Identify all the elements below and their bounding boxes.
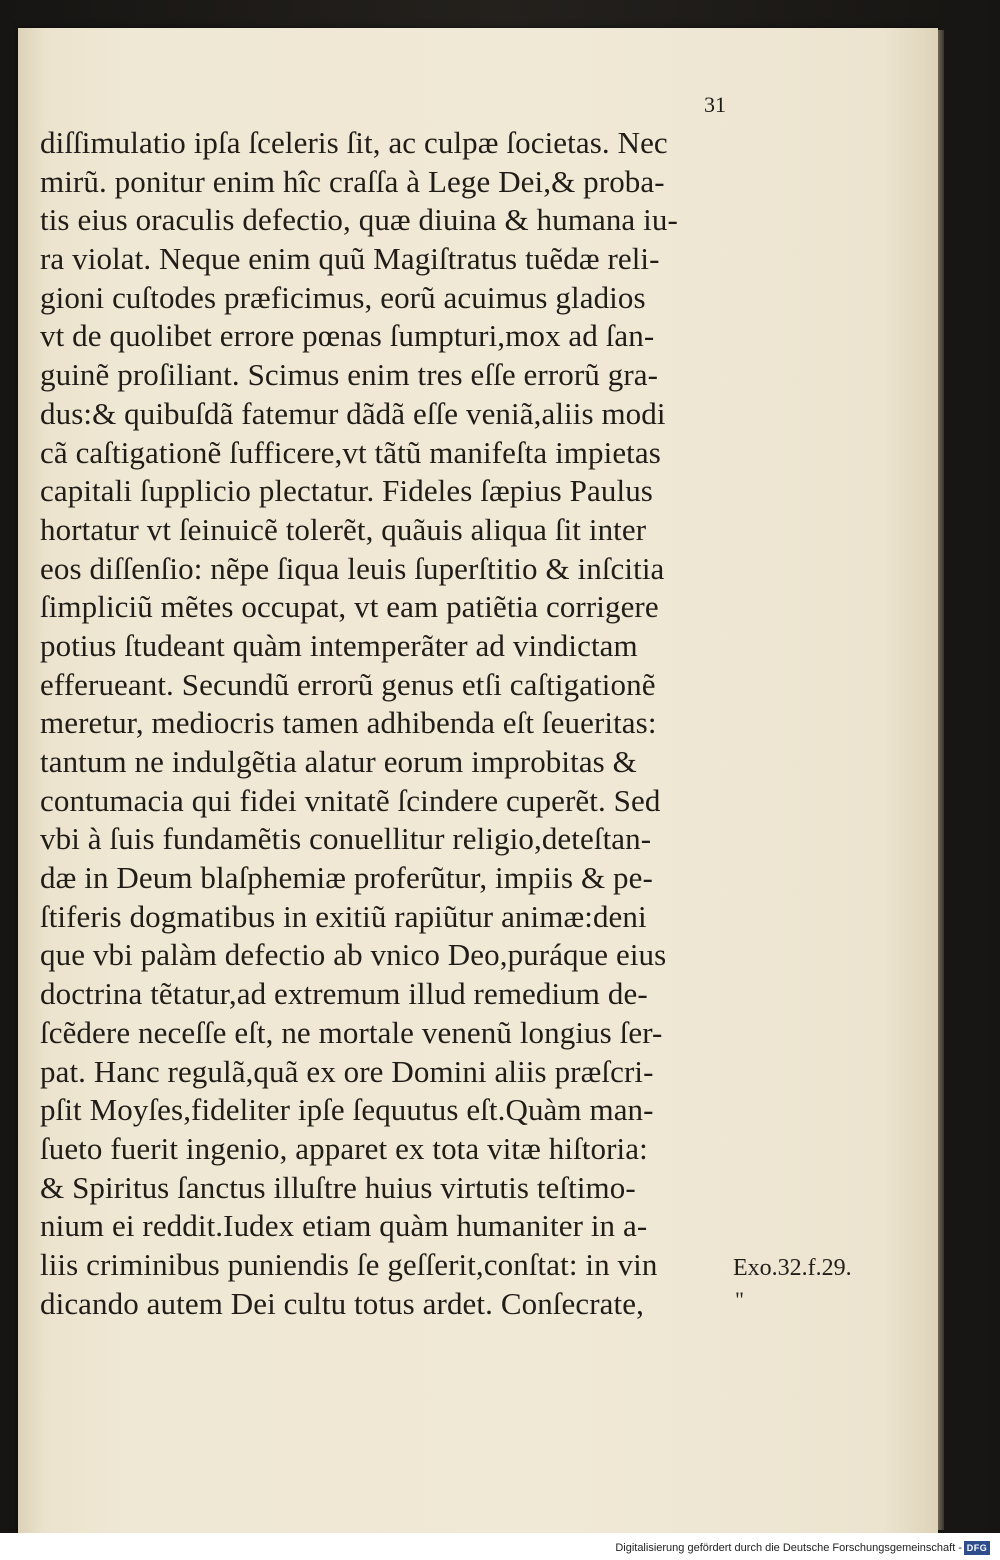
text-line: gioni cuſtodes præficimus, eorũ acuimus gladios (40, 279, 646, 315)
dfg-logo-icon: DFG (964, 1541, 990, 1555)
text-line: ra violat. Neque enim quũ Magiſtratus tuẽdæ reli- (40, 241, 660, 277)
text-line: potius ſtudeant quàm intemperãter ad vindictam (40, 627, 638, 663)
text-line: meretur, mediocris tamen adhibenda eſt ſeueritas: (40, 705, 657, 741)
text-line: diſſimulatio ipſa ſceleris ſit, ac culpæ ſocietas. Nec (40, 125, 668, 160)
marginal-mark: " (735, 1287, 744, 1312)
text-line: dæ in Deum blaſphemiæ proferũtur, impiis & pe- (40, 860, 653, 896)
text-line: cã caſtigationẽ ſufficere,vt tãtũ manifeſta impietas (40, 434, 661, 470)
text-line: guinẽ proſiliant. Scimus enim tres eſſe errorũ gra- (40, 357, 659, 393)
body-text (40, 124, 740, 1323)
text-line: vbi à ſuis fundamẽtis conuellitur religio,deteſtan- (40, 821, 652, 857)
text-line: mirũ. ponitur enim hîc craſſa à Lege Dei,& proba- (40, 163, 665, 199)
footer-credit: Digitalisierung gefördert durch die Deutsche Forschungsgemeinschaft - (615, 1542, 962, 1554)
marginal-reference: Exo.32.f.29. (733, 1255, 852, 1281)
text-line: capitali ſupplicio plectatur. Fideles ſæpius Paulus (40, 473, 653, 509)
text-line: hortatur vt ſeinuicẽ tolerẽt, quãuis aliqua ſit inter (40, 511, 647, 547)
text-line: efferueant. Secundũ errorũ genus etſi caſtigationẽ (40, 666, 656, 702)
text-line: tis eius oraculis defectio, quæ diuina & humana iu- (40, 202, 678, 238)
text-line: que vbi palàm defectio ab vnico Deo,puráque eius (40, 937, 667, 973)
text-line: tantum ne indulgẽtia alatur eorum improbitas & (40, 744, 637, 779)
text-line: doctrina tẽtatur,ad extremum illud remedium de- (40, 976, 648, 1012)
page-number: 31 (704, 92, 726, 117)
text-line: contumacia qui fidei vnitatẽ ſcindere cuperẽt. Sed (40, 782, 661, 818)
text-line: liis criminibus puniendis ſe geſſerit,conſtat: in vin (40, 1246, 658, 1282)
text-line: dicando autem Dei cultu totus ardet. Conſecrate, (40, 1285, 644, 1321)
text-line: vt de quolibet errore pœnas ſumpturi,mox ad ſan- (40, 318, 655, 354)
text-line: & Spiritus ſanctus illuſtre huius virtutis teſtimo- (40, 1169, 636, 1205)
text-line: nium ei reddit.Iudex etiam quàm humaniter in a- (40, 1208, 648, 1244)
text-line: ſueto fuerit ingenio, apparet ex tota vitæ hiſtoria: (40, 1130, 648, 1166)
text-line: ſimpliciũ mẽtes occupat, vt eam patiẽtia corrigere (40, 589, 659, 625)
text-line: eos diſſenſio: nẽpe ſiqua leuis ſuperſtitio & inſcitia (40, 550, 665, 586)
text-line: ſcẽdere neceſſe eſt, ne mortale venenũ longius ſer- (40, 1014, 663, 1050)
text-line: dus:& quibuſdã fatemur dãdã eſſe veniã,aliis modi (40, 395, 666, 431)
text-line: pat. Hanc regulã,quã ex ore Domini aliis præſcri- (40, 1053, 654, 1089)
page-edge (938, 30, 944, 1530)
text-line: ſtiferis dogmatibus in exitiũ rapiũtur animæ:deni (40, 898, 647, 934)
text-line: pſit Moyſes,fideliter ipſe ſequutus eſt.Quàm man- (40, 1092, 654, 1128)
